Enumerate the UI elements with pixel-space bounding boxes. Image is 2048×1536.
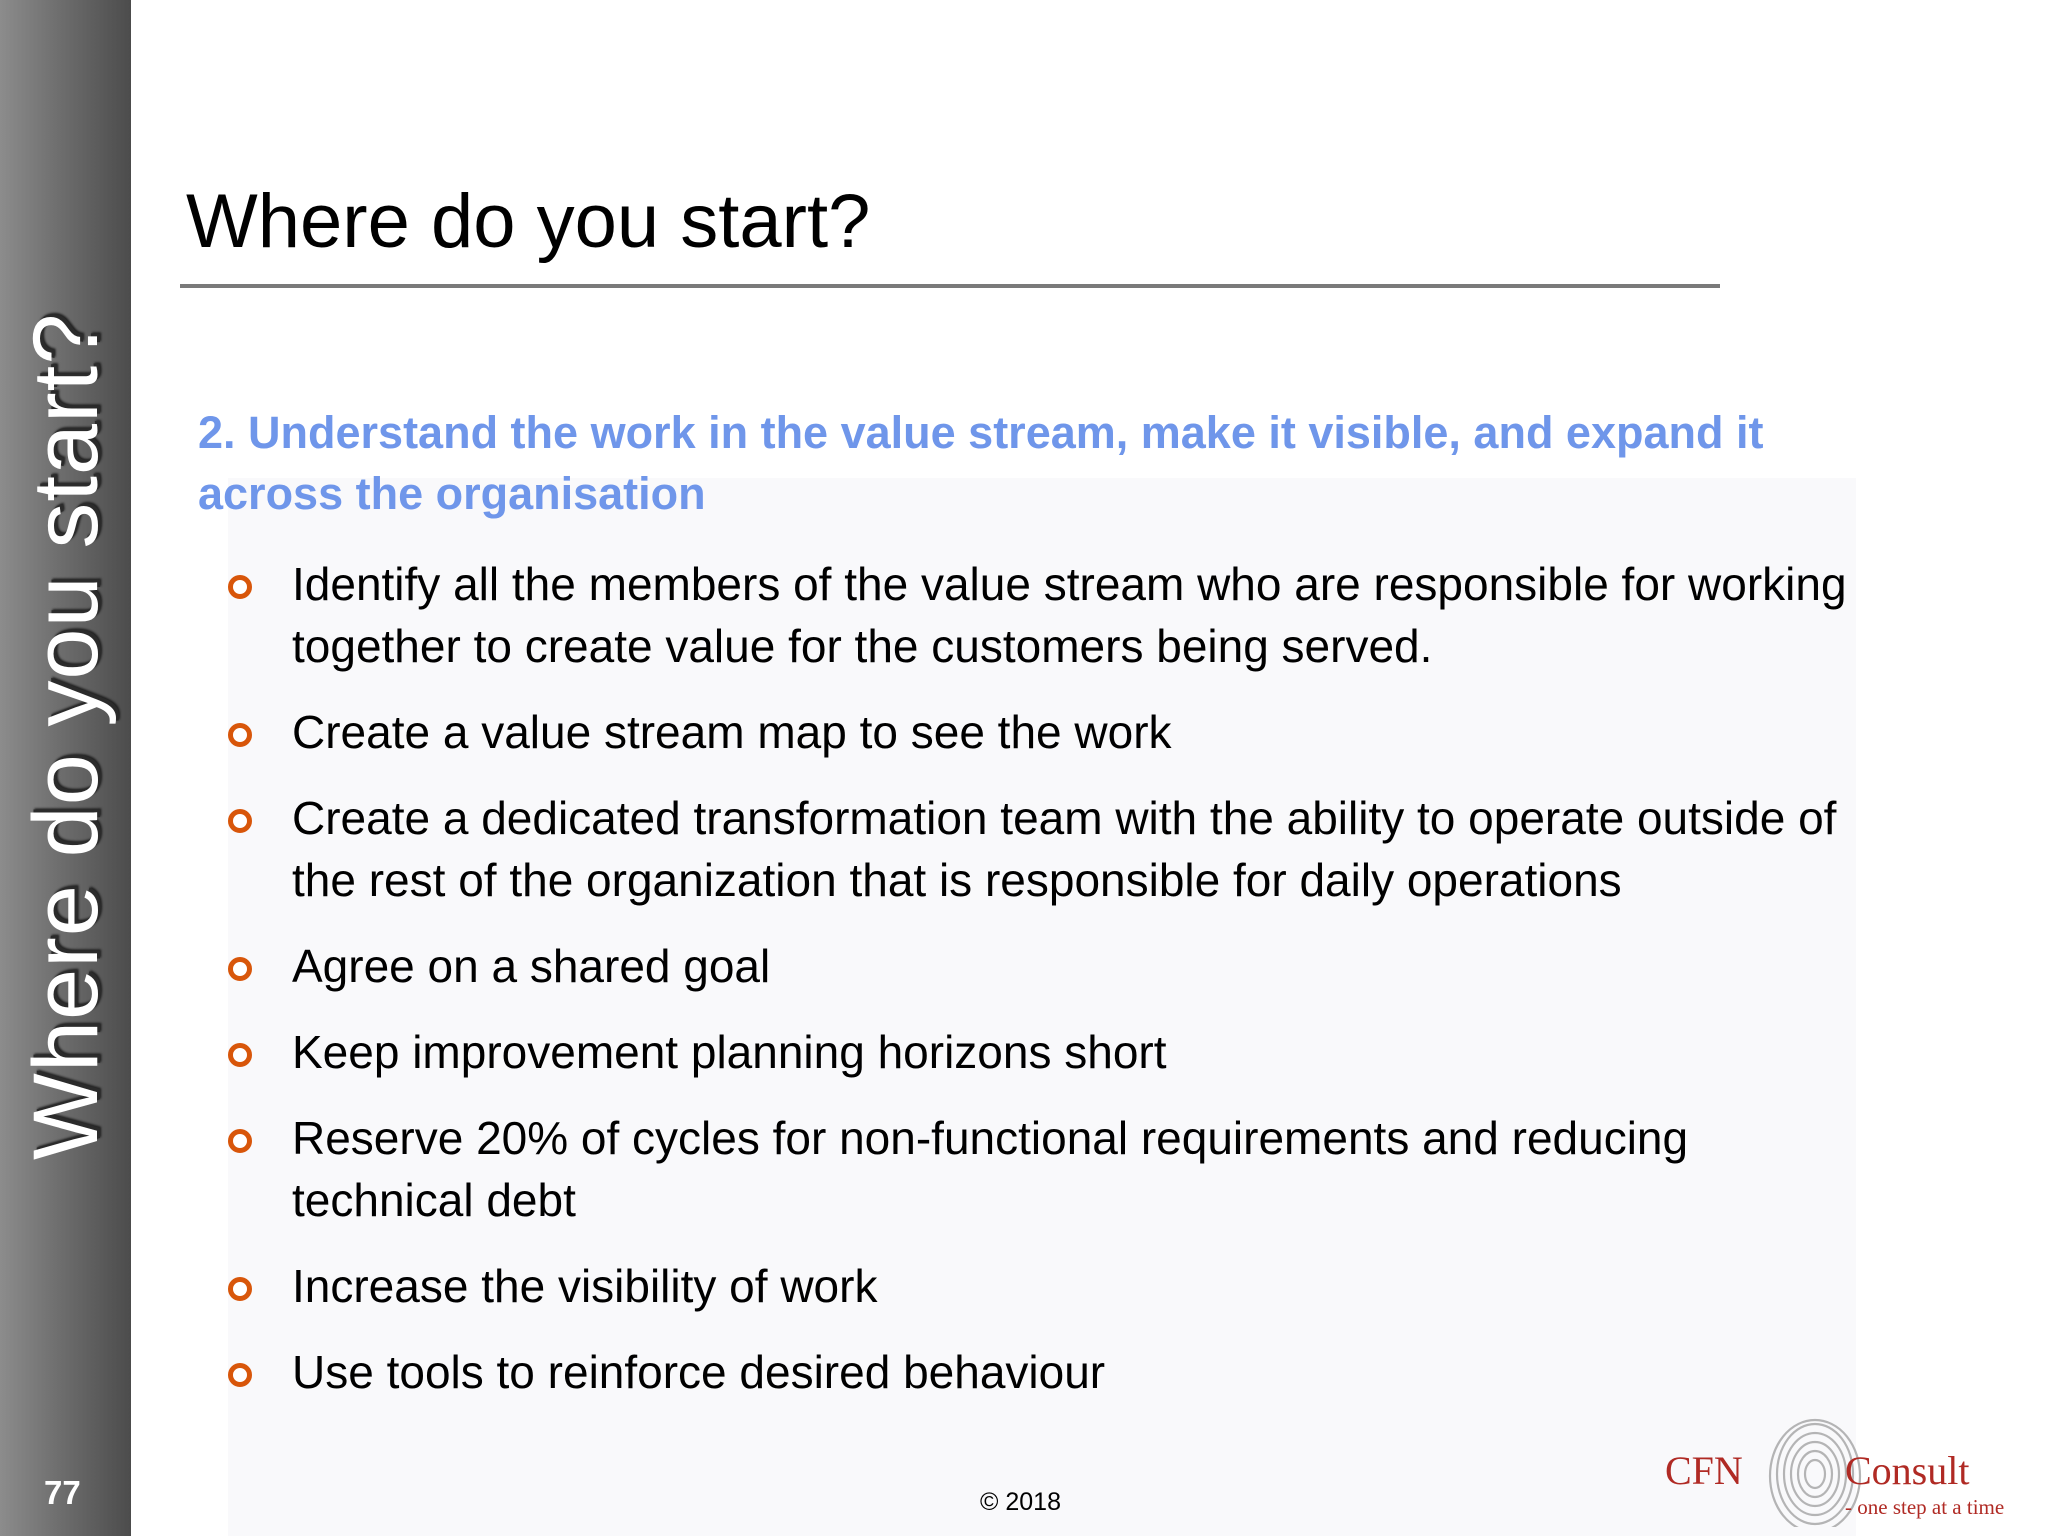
section-subheading: 2. Understand the work in the value stream, make it visible, and expand it across the organisation [198,407,1764,519]
list-item [222,1021,1862,1083]
bullet-icon [228,723,252,747]
list-item-text: Use tools to reinforce desired behaviour [292,1346,1106,1398]
logo-brand-suffix: Consult [1845,1448,1970,1493]
logo-tagline: - one step at a time [1845,1495,2005,1519]
list-item [222,1107,1862,1231]
title-divider [180,284,1720,288]
page-title: Where do you start? [186,179,871,264]
list-item-text: Identify all the members of the value stream who are responsible for working together to create value for the customers being served. [292,558,1847,672]
list-item [222,935,1862,997]
list-item [222,1341,1862,1403]
logo-brand: CFN [1665,1448,1743,1493]
company-logo [1665,1402,2025,1527]
list-item [222,553,1862,677]
list-item [222,1255,1862,1317]
sidebar-title: Where do you start? [14,312,117,1160]
list-item-text: Increase the visibility of work [292,1260,878,1312]
list-item-text: Create a value stream map to see the work [292,706,1172,758]
list-item-text: Keep improvement planning horizons short [292,1026,1167,1078]
page-number: 77 [44,1474,81,1511]
list-item-text: Agree on a shared goal [292,940,771,992]
bullet-icon [228,1043,252,1067]
bullet-icon [228,957,252,981]
list-item-text: Create a dedicated transformation team with the ability to operate outside of the rest of the organization that is responsible for daily operations [292,792,1837,906]
bullet-icon [228,1363,252,1387]
list-item-text: Reserve 20% of cycles for non-functional requirements and reducing technical debt [292,1112,1689,1226]
bullet-list [222,553,1862,1427]
sidebar [0,0,131,1536]
bullet-icon [228,575,252,599]
copyright-notice: © 2018 [980,1488,1061,1516]
list-item [222,787,1862,911]
bullet-icon [228,809,252,833]
list-item [222,701,1862,763]
bullet-icon [228,1277,252,1301]
bullet-icon [228,1129,252,1153]
